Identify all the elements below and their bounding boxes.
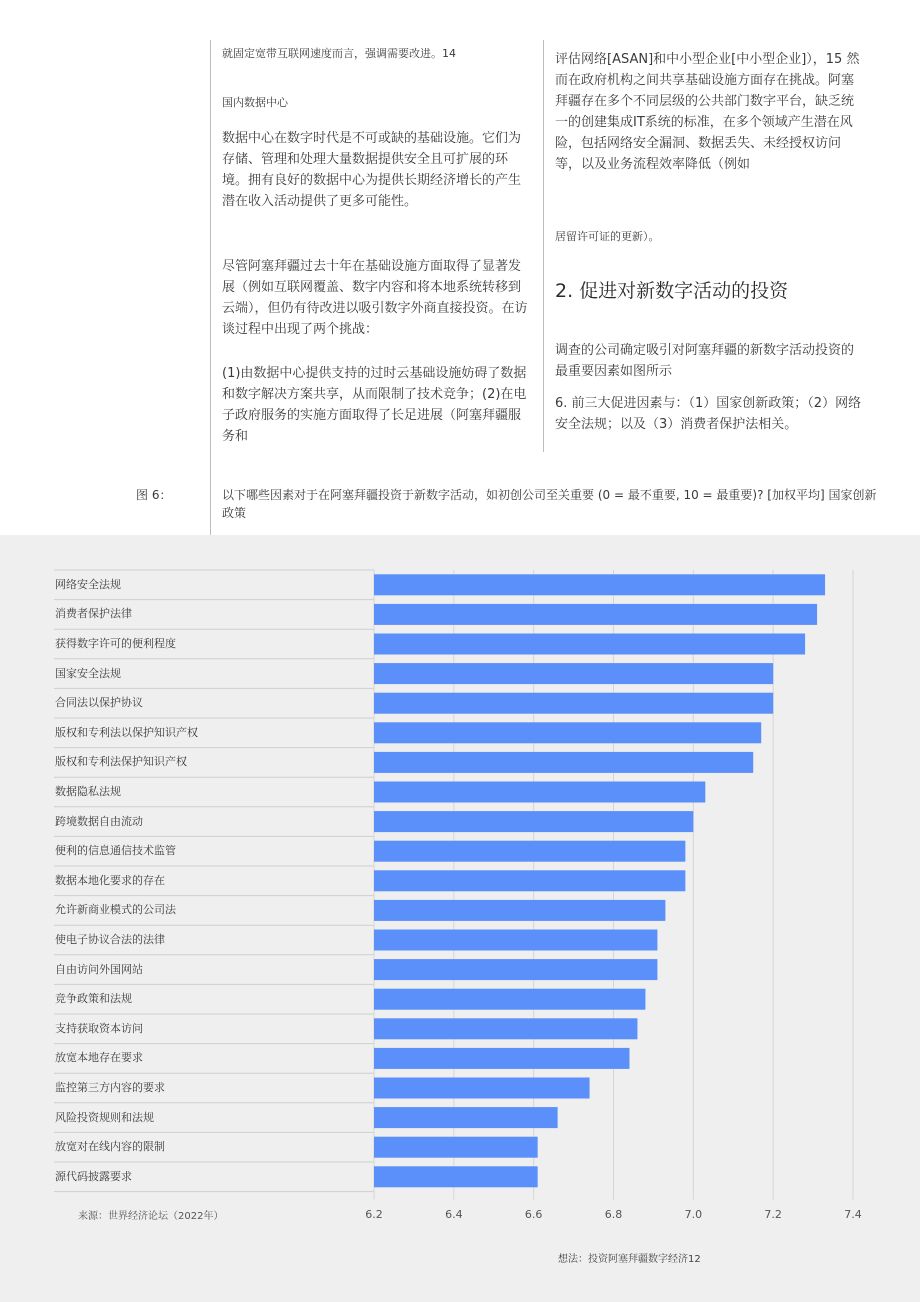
category-label: 风险投资规则和法规 (55, 1110, 154, 1124)
bar (374, 841, 685, 862)
x-tick-label: 7.2 (764, 1207, 782, 1221)
paragraph-top-factors: 6. 前三大促进因素与：（1）国家创新政策；（2）网络安全法规；以及（3）消费者保护法相关。 (555, 396, 862, 432)
bar (374, 959, 657, 980)
category-label: 监控第三方内容的要求 (55, 1081, 165, 1094)
category-label: 放宽对在线内容的限制 (55, 1140, 165, 1154)
paragraph-government-sharing: 评估网络[ASAN]和中小型企业[中小型企业]），15 然而在政府机构之间共享基础设施方面存在挑战。阿塞拜疆存在多个不同层级的公共部门数字平台，缺乏统一的创建集成IT系统的标准，在多个领域产生潜在风险，包括网络安全漏洞、数据丢失、未经授权访问等，以及业务流程效率降低（例如 (555, 52, 860, 172)
bar (374, 663, 773, 684)
paragraph-challenges: (1)由数据中心提供支持的过时云基础设施妨碍了数据和数字解决方案共享，从而限制了技术竞争；(2)在电子政府服务的实施方面取得了长足进展（阿塞拜疆服务和 (222, 366, 527, 444)
source-note: 来源：世界经济论坛（2022年） (78, 1211, 224, 1222)
bar (374, 1137, 538, 1158)
x-tick-label: 6.4 (445, 1207, 463, 1221)
category-label: 支持获取资本访问 (55, 1021, 143, 1035)
category-label: 便利的信息通信技术监管 (55, 844, 176, 858)
bar (374, 811, 693, 832)
bar (374, 752, 753, 773)
bar (374, 782, 705, 803)
figure-label: 图 6： (136, 488, 172, 502)
x-tick-label: 7.0 (684, 1207, 703, 1221)
category-label: 放宽本地存在要求 (55, 1051, 143, 1065)
category-label: 允许新商业模式的公司法 (55, 903, 176, 917)
paragraph-survey: 调查的公司确定吸引对阿塞拜疆的新数字活动投资的最重要因素如图所示 (555, 343, 855, 379)
x-tick-label: 6.2 (365, 1207, 383, 1221)
category-label: 版权和专利法以保护知识产权 (55, 725, 198, 739)
mid-rule (543, 40, 544, 452)
category-label: 使电子协议合法的法律 (55, 933, 165, 946)
page-footer: 想法：投资阿塞拜疆数字经济12 (558, 1254, 701, 1265)
bar (374, 900, 665, 921)
right-column (555, 49, 865, 435)
chart-panel (0, 535, 920, 1302)
bar (374, 930, 657, 951)
bar (374, 1048, 629, 1069)
left-column (222, 46, 532, 447)
intro-text: 就固定宽带互联网速度而言，强调需要改进。14 (222, 47, 456, 60)
subheading-data-centers: 国内数据中心 (222, 96, 288, 109)
category-label: 网络安全法规 (55, 577, 121, 591)
bar (374, 989, 645, 1010)
category-label: 跨境数据自由流动 (55, 814, 143, 828)
category-label: 消费者保护法律 (55, 607, 132, 621)
x-tick-label: 6.6 (524, 1207, 543, 1221)
category-label: 竞争政策和法规 (55, 992, 132, 1006)
bar (374, 693, 773, 714)
category-label: 版权和专利法保护知识产权 (55, 755, 187, 769)
category-label: 自由访问外国网站 (55, 962, 143, 976)
bar (374, 574, 825, 595)
left-rule (210, 40, 211, 535)
bar (374, 634, 805, 655)
bar (374, 1107, 558, 1128)
category-label: 源代码披露要求 (55, 1169, 132, 1183)
x-tick-label: 6.8 (604, 1207, 623, 1221)
bar (374, 1078, 590, 1099)
category-label: 数据本地化要求的存在 (55, 873, 165, 887)
category-label: 合同法以保护协议 (55, 696, 143, 710)
category-label: 数据隐私法规 (55, 785, 121, 798)
figure-title: 以下哪些因素对于在阿塞拜疆投资于新数字活动，如初创公司至关重要 (0 = 最不重要, 10 = 最重要)? [加权平均] 国家创新政策 (222, 488, 877, 520)
x-tick-label: 7.4 (844, 1207, 862, 1221)
paragraph-residence-permit: 居留许可证的更新）。 (555, 230, 660, 243)
bar (374, 722, 761, 743)
paragraph-infrastructure: 尽管阿塞拜疆过去十年在基础设施方面取得了显著发展（例如互联网覆盖、数字内容和将本地系统转移到云端），但仍有待改进以吸引数字外商直接投资。在访谈过程中出现了两个挑战： (222, 259, 528, 337)
bar (374, 870, 685, 891)
category-label: 国家安全法规 (55, 666, 121, 680)
category-label: 获得数字许可的便利程度 (55, 637, 176, 650)
bar (374, 1018, 637, 1039)
bar (374, 604, 817, 625)
paragraph-data-centers: 数据中心在数字时代是不可或缺的基础设施。它们为存储、管理和处理大量数据提供安全且可扩展的环境。拥有良好的数据中心为提供长期经济增长的产生潜在收入活动提供了更多可能性。 (222, 131, 522, 209)
section-heading: 2. 促进对新数字活动的投资 (555, 280, 789, 302)
bar (374, 1166, 538, 1187)
